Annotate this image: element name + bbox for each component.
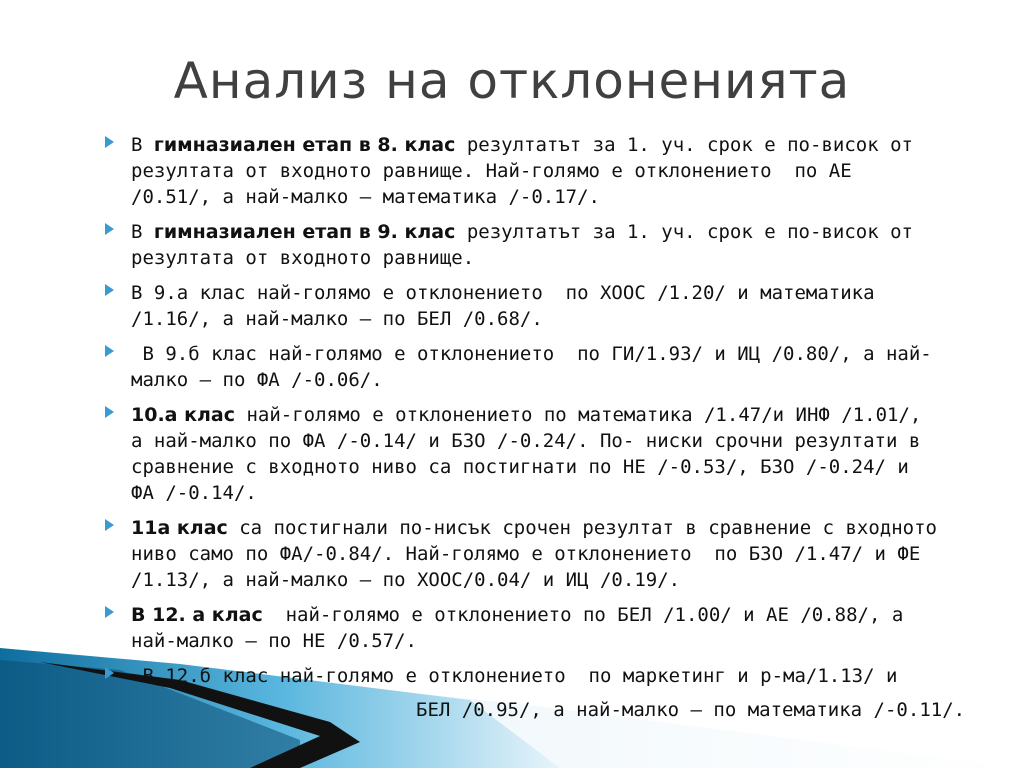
bullet-line: сравнение с входното ниво са постигнати по НЕ /-0.53/, БЗО /-0.24/ и — [131, 456, 909, 478]
triangle-bullet-icon — [105, 406, 114, 418]
bullet-line: резултата от входното равнище. — [131, 247, 475, 269]
bullet-line: /1.16/, а най-малко – по БЕЛ /0.68/. — [131, 308, 543, 330]
bullet-line: БЕЛ /0.95/, а най-малко – по математика /-0.11/. — [416, 699, 966, 721]
bullet-line: 11а клас са постигнали по-нисък срочен резултат в сравнение с входното — [131, 517, 937, 539]
slide-title: Анализ на отклоненията — [173, 52, 851, 110]
triangle-bullet-icon — [105, 606, 114, 618]
bullet-line: /1.13/, а най-малко – по ХООС/0.04/ и ИЦ /0.19/. — [131, 569, 681, 591]
bullet-line: В гимназиален етап в 9. клас резултатът за 1. уч. срок е по-висок от — [131, 221, 913, 243]
triangle-bullet-icon — [105, 345, 114, 357]
triangle-bullet-icon — [105, 136, 114, 148]
triangle-bullet-icon — [105, 223, 114, 235]
triangle-bullet-icon — [105, 667, 114, 679]
bold-text: гимназиален етап в 9. клас — [153, 221, 456, 243]
bullet-line: а най-малко по ФА /-0.14/ и БЗО /-0.24/. По- ниски срочни резултати в — [131, 430, 921, 452]
bold-text: гимназиален етап в 8. клас — [153, 134, 456, 156]
bullet-line: малко – по ФА /-0.06/. — [131, 369, 383, 391]
bullet-line: В гимназиален етап в 8. клас резултатът за 1. уч. срок е по-висок от — [131, 134, 913, 156]
bullet-line: В 12. а клас най-голямо е отклонението по БЕЛ /1.00/ и АЕ /0.88/, а — [131, 604, 904, 626]
bullet-line: В 9.а клас най-голямо е отклонението по ХООС /1.20/ и математика — [131, 282, 875, 304]
bullet-line: В 12.б клас най-голямо е отклонението по маркетинг и р-ма/1.13/ и — [131, 665, 898, 687]
bullet-line: най-малко – по НЕ /0.57/. — [131, 630, 417, 652]
triangle-bullet-icon — [105, 284, 114, 296]
bullet-line: резултата от входното равнище. Най-голямо е отклонението по АЕ — [131, 160, 852, 182]
bold-text: 11а клас — [131, 517, 228, 539]
bullet-line: /0.51/, а най-малко – математика /-0.17/. — [131, 186, 600, 208]
bullet-line: ФА /-0.14/. — [131, 482, 257, 504]
bold-text: В 12. а клас — [131, 604, 263, 626]
bullet-line: В 9.б клас най-голямо е отклонението по ГИ/1.93/ и ИЦ /0.80/, а най- — [131, 343, 932, 365]
bullet-line: 10.а клас най-голямо е отклонението по математика /1.47/и ИНФ /1.01/, — [131, 404, 922, 426]
bullet-line: ниво само по ФА/-0.84/. Най-голямо е отклонението по БЗО /1.47/ и ФЕ — [131, 543, 921, 565]
triangle-bullet-icon — [105, 519, 114, 531]
bold-text: 10.а клас — [131, 404, 235, 426]
